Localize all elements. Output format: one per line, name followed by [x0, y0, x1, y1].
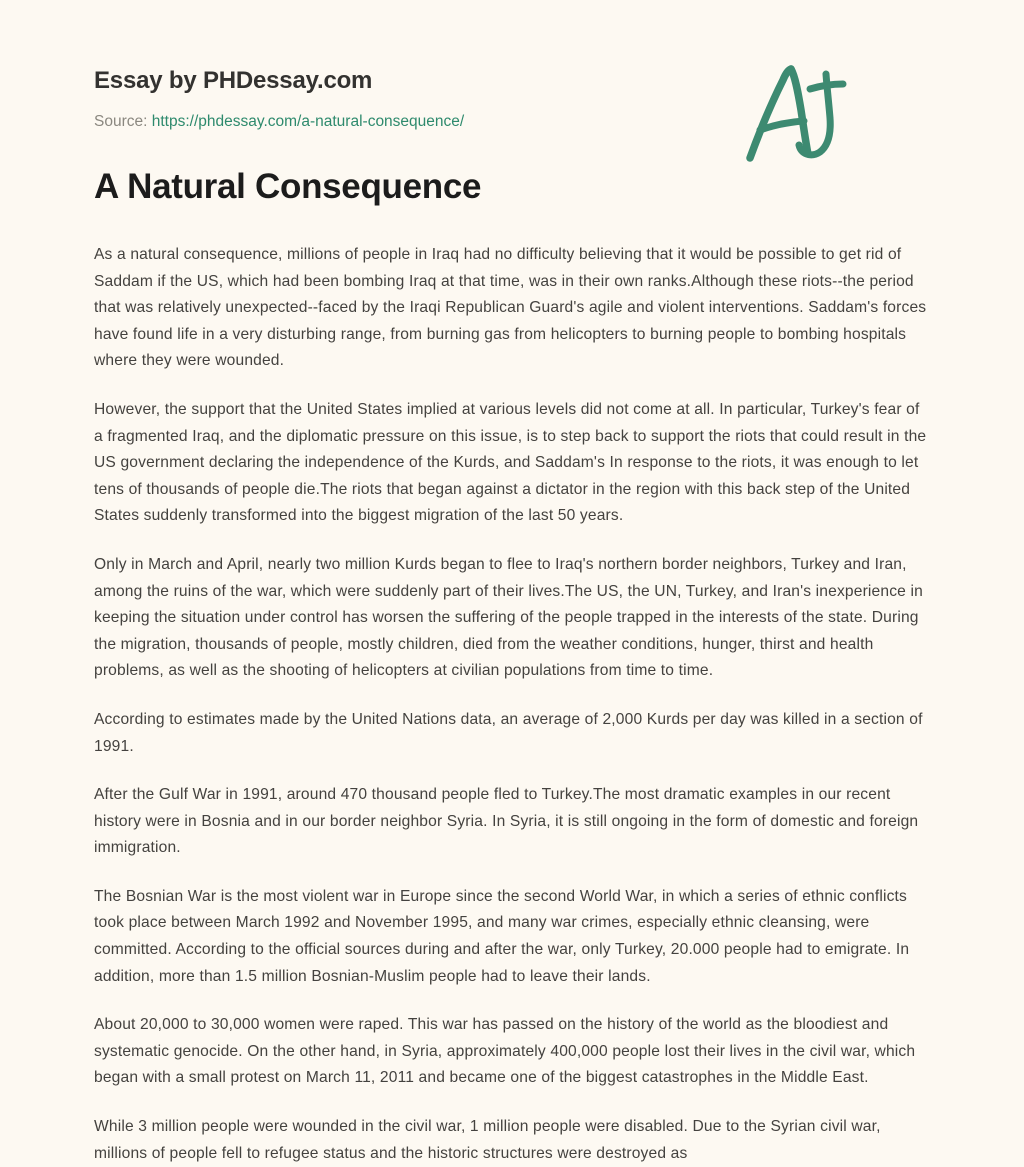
- article-body: [94, 208, 930, 1167]
- paragraph: The Bosnian War is the most violent war in Europe since the second World War, in which a series of ethnic conflicts took place between March 1992 and November 1995, and many war crimes, especially ethnic cleansing, were committed. According to the official sources during and after the war, only Turkey, 20.000 people had to emigrate. In addition, more than 1.5 million Bosnian-Muslim people had to leave their lands.: [94, 887, 910, 985]
- paragraph: While 3 million people were wounded in the civil war, 1 million people were disabled. Due to the Syrian civil war, millions of people fell to refugee status and the historic structures were destroyed as: [94, 1118, 881, 1162]
- paragraph: Only in March and April, nearly two million Kurds began to flee to Iraq's northern border neighbors, Turkey and Iran, among the ruins of the war, which were suddenly part of their lives.The US, the UN, Turkey, and Iran's inexperience in keeping the situation under control has worsen the suffering of the people trapped in the interests of the state. During the migration, thousands of people, mostly children, died from the weather conditions, hunger, thirst and health problems, as well as the shooting of helicopters at civilian populations from time to time.: [94, 555, 923, 680]
- page-title: A Natural Consequence: [94, 167, 482, 206]
- paragraph: After the Gulf War in 1991, around 470 thousand people fled to Turkey.The most dramatic examples in our recent history were in Bosnia and in our border neighbor Syria. In Syria, it is still ongoing in the form of domestic and foreign immigration.: [94, 786, 919, 857]
- paragraph: However, the support that the United States implied at various levels did not come at all. In particular, Turkey's fear of a fragmented Iraq, and the diplomatic pressure on this issue, is to step back to support the riots that could result in the US government declaring the independence of the Kurds, and Saddam's In response to the riots, it was enough to let tens of thousands of people die.The riots that began against a dictator in the region with this back step of the United States suddenly transformed into the biggest migration of the last 50 years.: [94, 400, 927, 525]
- paragraph: According to estimates made by the United Nations data, an average of 2,000 Kurds per day was killed in a section of 1991.: [94, 710, 923, 755]
- page-header: [94, 0, 930, 131]
- paragraph: About 20,000 to 30,000 women were raped. This war has passed on the history of the world as the bloodiest and systematic genocide. On the other hand, in Syria, approximately 400,000 people lost their lives in the civil war, which began with a small protest on March 11, 2011 and became one of the biggest catastrophes in the Middle East.: [94, 1016, 916, 1087]
- phdessay-a-plus-logo-icon: [738, 58, 858, 168]
- paragraph: As a natural consequence, millions of people in Iraq had no difficulty believing that it would be possible to get rid of Saddam if the US, which had been bombing Iraq at that time, was in their own ranks.Although these riots--the period that was relatively unexpected--faced by the Iraqi Republican Guard's agile and violent interventions. Saddam's forces have found life in a very disturbing range, from burning gas from helicopters to burning people to bombing hospitals where they were wounded.: [94, 246, 927, 370]
- source-url-link[interactable]: https://phdessay.com/a-natural-consequence/: [151, 113, 465, 131]
- source-label: Source:: [94, 113, 148, 131]
- byline: Essay by PHDessay.com: [94, 67, 373, 94]
